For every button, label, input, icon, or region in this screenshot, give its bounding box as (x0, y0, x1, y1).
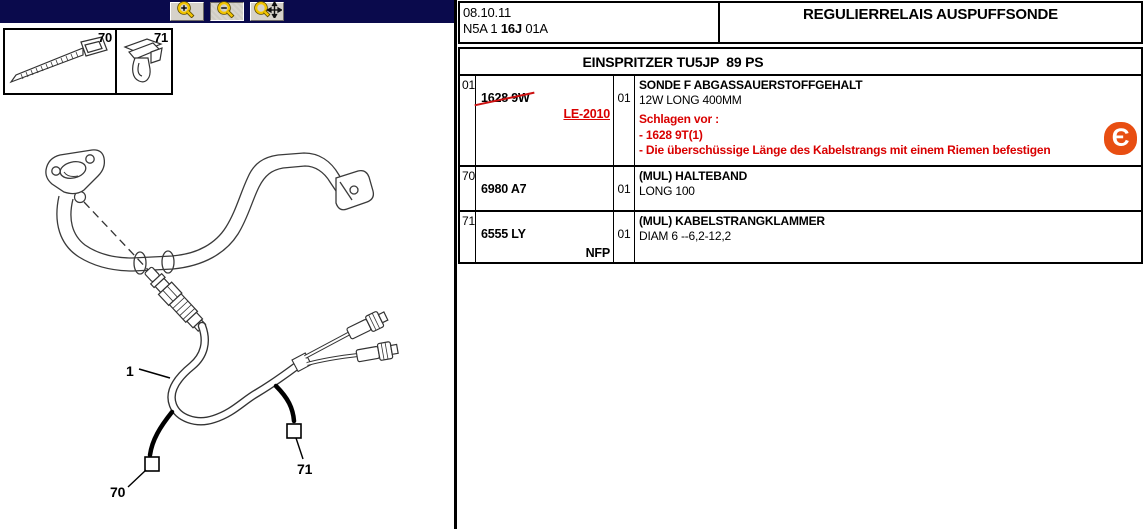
part-reference-cell (476, 167, 614, 210)
availability-note: NFP (585, 246, 610, 260)
table-row (460, 212, 1141, 262)
remark-line: - Die überschüssige Länge des Kabelstrangs mit einem Riemen befestigen (639, 143, 1051, 157)
callout-sensor-label: 1 (126, 363, 134, 379)
description-sub: DIAM 6 --6,2-12,2 (639, 229, 731, 243)
description-cell (635, 76, 1141, 165)
description-sub: LONG 100 (639, 184, 695, 198)
callout-strap-hotspot[interactable] (145, 457, 159, 471)
table-row (460, 76, 1141, 167)
callout-strap-label: 70 (110, 484, 126, 500)
table-title: EINSPRITZER TU5JP 89 PS (460, 49, 1141, 76)
thumbnail-label: 71 (153, 30, 168, 45)
callout-clip-hotspot[interactable] (287, 424, 301, 438)
thumbnail-label: 70 (97, 30, 112, 45)
item-number: 71 (460, 212, 476, 262)
date-label: 08.10.11 (463, 5, 512, 20)
panel-divider (454, 0, 457, 529)
item-number: 01 (460, 76, 476, 165)
code-pre: N5A 1 (463, 21, 501, 36)
description-sub: 12W LONG 400MM (639, 93, 742, 107)
callout-clip-label: 71 (297, 461, 313, 477)
description-cell (635, 212, 1141, 262)
part-reference-cell (476, 212, 614, 262)
header-meta (460, 3, 718, 42)
item-number: 70 (460, 167, 476, 210)
description-title: (MUL) HALTEBAND (639, 169, 748, 183)
reference-code (463, 21, 718, 37)
part-reference: 1628 9W (481, 91, 530, 105)
code-bold: 16J (500, 21, 522, 36)
page-title: REGULIERRELAIS AUSPUFFSONDE (718, 3, 1141, 42)
quantity: 01 (614, 212, 635, 262)
part-reference: 6555 LY (481, 227, 526, 241)
remark-line: Schlagen vor : (639, 112, 719, 126)
parts-table (458, 47, 1143, 264)
remarks (639, 112, 1137, 159)
quantity: 01 (614, 167, 635, 210)
table-row (460, 167, 1141, 212)
part-reference-cell (476, 76, 614, 165)
description-cell (635, 167, 1141, 210)
code-post: 01A (521, 21, 548, 36)
exhaust-diagram (0, 0, 455, 529)
page-header (458, 1, 1143, 44)
description-title: SONDE F ABGASSAUERSTOFFGEHALT (639, 78, 863, 92)
remark-line: - 1628 9T(1) (639, 127, 703, 142)
part-reference: 6980 A7 (481, 182, 527, 196)
supersession-note[interactable]: LE-2010 (563, 107, 610, 121)
e-catalog-logo-icon: Є (1104, 122, 1137, 155)
quantity: 01 (614, 76, 635, 165)
description-title: (MUL) KABELSTRANGKLAMMER (639, 214, 825, 228)
